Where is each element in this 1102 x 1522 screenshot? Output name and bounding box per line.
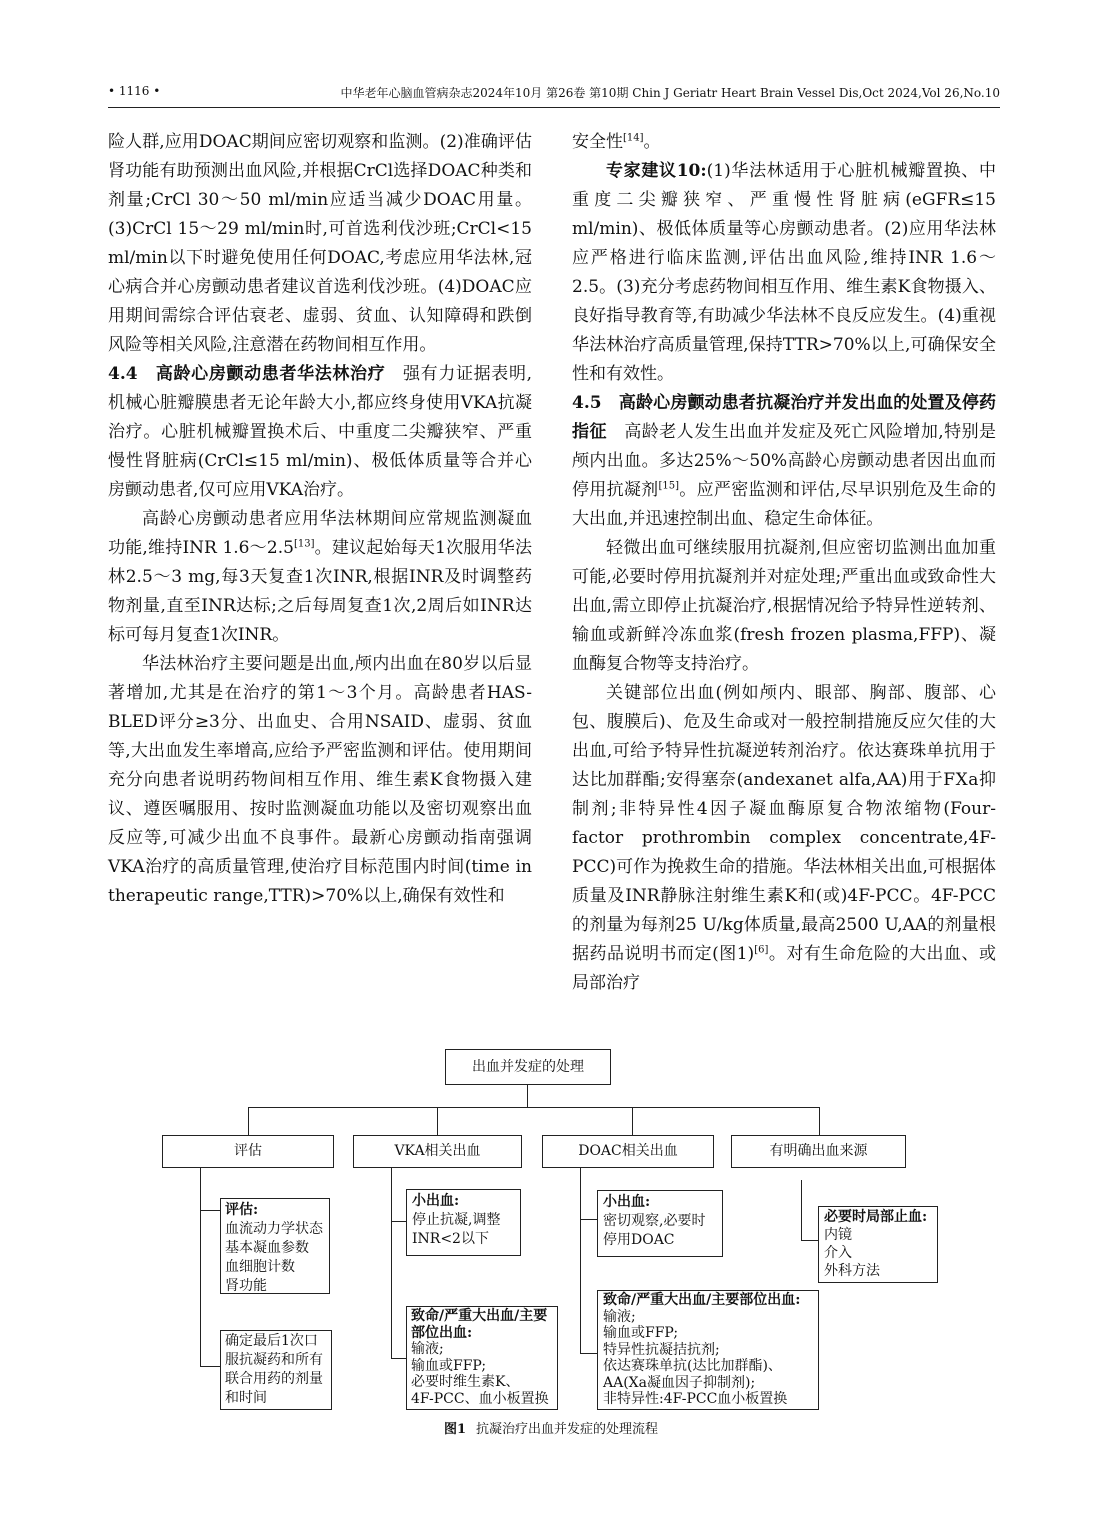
node-item: 输液; xyxy=(603,1308,636,1325)
node-doac-minor xyxy=(597,1190,723,1257)
node-vka-minor xyxy=(406,1189,521,1256)
recommendation-text: (1)华法林适用于心脏机械瓣置换、中重度二尖瓣狭窄、严重慢性肾脏病(eGFR≤15 ml/min)、极低体质量等心房颤动患者。(2)应用华法林应严格进行临床监测,评估出血风险,维持INR 1.6～2.5。(3)充分考虑药物间相互作用、维生素K食物摄入、良好指导教育等,有助减少华法林不良反应发生。(4)重视华法林治疗高质量管理,保持TTR>70%以上,可确保安全性和有效性。 xyxy=(572,161,996,384)
connector-line xyxy=(632,1107,633,1135)
node-item: AA(Ⅹa凝血因子抑制剂); xyxy=(603,1374,756,1391)
recommendation-title: 专家建议10: xyxy=(606,161,707,181)
node-item: 基本凝血参数 xyxy=(225,1240,309,1256)
node-item: 肾功能 xyxy=(225,1278,267,1294)
connector-line xyxy=(248,1107,249,1135)
connector-line xyxy=(801,1240,818,1241)
text: 。对有生命危险的大出血、或局部治疗 xyxy=(572,944,996,993)
node-vka-bleeding xyxy=(353,1135,522,1168)
node-item: 联合用药的剂量 xyxy=(225,1371,323,1387)
connector-line xyxy=(801,1180,802,1240)
node-doac-bleeding xyxy=(542,1135,714,1168)
node-item: 依达赛珠单抗(达比加群酯)、 xyxy=(603,1358,782,1374)
connector-line xyxy=(391,1168,392,1358)
caption-text: 抗凝治疗出血并发症的处理流程 xyxy=(476,1422,659,1437)
node-heading: 必要时局部止血: xyxy=(824,1209,928,1225)
paragraph: 险人群,应用DOAC期间应密切观察和监测。(2)准确评估肾功能有助预测出血风险,并根据CrCl选择DOAC种类和剂量;CrCl 30～50 ml/min应适当减少DOAC用量。(3)CrCl 15～29 ml/min时,可首选利伐沙班;CrCl<15 ml/min以下时避免使用任何DOAC,考虑应用华法林,冠心病合并心房颤动患者建议首选利伐沙班。(4)DOAC应用期间需综合评估衰老、虚弱、贫血、认知障碍和跌倒风险等相关风险,注意潜在药物间相互作用。 xyxy=(108,132,532,355)
connector-line xyxy=(580,1168,581,1353)
text: 安全性 xyxy=(572,132,623,152)
connector-line xyxy=(391,1221,406,1222)
node-label: 有明确出血来源 xyxy=(769,1143,868,1159)
node-label: DOAC相关出血 xyxy=(578,1143,678,1159)
text: 。 xyxy=(643,132,661,152)
connector-line xyxy=(248,1107,820,1108)
text: 。应严密监测和评估,尽早识别危及生命的大出血,并迅速控制出血、稳定生命体征。 xyxy=(572,480,997,529)
connector-line xyxy=(200,1210,220,1211)
node-last-dose xyxy=(220,1330,332,1410)
node-heading: 致命/严重大出血/主要部位出血: xyxy=(603,1292,801,1308)
flowchart-root xyxy=(445,1049,611,1085)
connector-line xyxy=(200,1366,220,1367)
text: 关键部位出血(例如颅内、眼部、胸部、腹部、心包、腹膜后)、危及生命或对一般控制措施反应欠佳的大出血,可给予特异性抗凝逆转剂治疗。依达赛珠单抗用于达比加群酯;安得塞奈(andexanet alfa,AA)用于FⅩa抑制剂;非特异性4因子凝血酶原复合物浓缩物(Four-factor prothrombin complex concentrate,4F-PCC)可作为挽救生命的措施。华法林相关出血,可根据体质量及INR静脉注射维生素K和(或)4F-PCC。4F-PCC的剂量为每剂25 U/kg体质量,最高2500 U,AA的剂量根据药品说明书而定(图1) xyxy=(572,683,996,964)
node-item: 4F-PCC、血小板置换 xyxy=(411,1390,549,1407)
text: 高龄老人发生出血并发症及死亡风险增加,特别是颅内出血。多达25%～50%高龄心房颤动患者因出血而停用抗凝剂 xyxy=(572,422,997,500)
citation: [15] xyxy=(658,480,680,492)
node-item: INR<2以下 xyxy=(412,1231,489,1247)
page-number: • 1116 • xyxy=(108,84,161,98)
section-4-5 xyxy=(572,389,996,534)
section-title: 4.4 高龄心房颤动患者华法林治疗 xyxy=(108,364,386,384)
node-known-source xyxy=(731,1135,906,1168)
node-item: 外科方法 xyxy=(824,1263,880,1279)
node-label: VKA相关出血 xyxy=(394,1143,481,1159)
section-4-4 xyxy=(108,360,532,505)
node-local-hemostasis xyxy=(818,1206,938,1283)
node-item: 服抗凝药和所有 xyxy=(225,1352,323,1368)
node-item: 输血或FFP; xyxy=(603,1325,679,1341)
node-heading: 致命/严重大出血/主要 xyxy=(411,1308,548,1324)
node-item: 介入 xyxy=(824,1245,852,1261)
node-item: 血流动力学状态 xyxy=(225,1221,323,1237)
citation: [13] xyxy=(293,538,315,550)
node-item: 血细胞计数 xyxy=(225,1259,295,1275)
citation: [6] xyxy=(754,944,769,956)
node-item: 输血或FFP; xyxy=(411,1357,487,1374)
node-heading: 评估: xyxy=(225,1202,259,1218)
connector-line xyxy=(200,1168,201,1366)
section-title: 4.5 高龄心房颤动患者抗凝治疗并发出血的处置及停药指征 xyxy=(572,393,996,442)
node-heading: 部位出血: xyxy=(411,1324,473,1341)
connector-line xyxy=(580,1219,597,1220)
node-evaluation-detail xyxy=(220,1198,330,1294)
node-evaluation xyxy=(162,1135,334,1168)
paragraph: 轻微出血可继续服用抗凝剂,但应密切监测出血加重可能,必要时停用抗凝剂并对症处理;严重出血或致命性大出血,需立即停止抗凝治疗,根据情况给予特异性逆转剂、输血或新鲜冷冻血浆(fresh frozen plasma,FFP)、凝血酶复合物等支持治疗。 xyxy=(572,538,996,674)
node-label: 出血并发症的处理 xyxy=(472,1058,584,1075)
node-item: 特异性抗凝拮抗剂; xyxy=(603,1341,720,1358)
section-text: 强有力证据表明,机械心脏瓣膜患者无论年龄大小,都应终身使用VKA抗凝治疗。心脏机械瓣置换术后、中重度二尖瓣狭窄、严重慢性肾脏病(CrCl≤15 ml/min)、极低体质量等合并心房颤动患者,仅可应用VKA治疗。 xyxy=(108,364,533,500)
connector-line xyxy=(391,1358,406,1359)
connector-line xyxy=(527,1085,528,1107)
right-column xyxy=(572,128,996,998)
page-header xyxy=(108,84,1000,108)
node-item: 和时间 xyxy=(225,1390,267,1406)
node-label: 评估 xyxy=(234,1143,262,1159)
node-item: 确定最后1次口 xyxy=(225,1333,318,1349)
paragraph xyxy=(108,505,532,650)
node-item: 输液; xyxy=(411,1341,444,1357)
node-item: 停止抗凝,调整 xyxy=(412,1212,501,1228)
text: 高龄心房颤动患者应用华法林期间应常规监测凝血功能,维持INR 1.6～2.5 xyxy=(108,509,532,558)
connector-line xyxy=(819,1107,820,1135)
citation: [14] xyxy=(623,132,644,144)
paragraph xyxy=(572,128,996,157)
node-item: 密切观察,必要时 xyxy=(603,1213,706,1229)
expert-recommendation xyxy=(572,157,996,389)
node-item: 非特异性:4F-PCC血小板置换 xyxy=(603,1391,788,1407)
connector-line xyxy=(580,1353,597,1354)
caption-label: 图1 xyxy=(443,1422,467,1437)
node-heading: 小出血: xyxy=(412,1193,460,1209)
paragraph: 华法林治疗主要问题是出血,颅内出血在80岁以后显著增加,尤其是在治疗的第1～3个月。高龄患者HAS-BLED评分≥3分、出血史、合用NSAID、虚弱、贫血等,大出血发生率增高,应给予严密监测和评估。使用期间充分向患者说明药物间相互作用、维生素K食物摄入建议、遵医嘱服用、按时监测凝血功能以及密切观察出血反应等,可减少出血不良事件。最新心房颤动指南强调VKA治疗的高质量管理,使治疗目标范围内时间(time in therapeutic range,TTR)>70%以上,确保有效性和 xyxy=(108,654,532,906)
node-doac-major xyxy=(597,1290,819,1410)
node-item: 内镜 xyxy=(824,1227,852,1243)
paragraph xyxy=(572,679,996,998)
left-column xyxy=(108,128,532,911)
connector-line xyxy=(437,1107,438,1135)
node-item: 停用DOAC xyxy=(603,1232,675,1248)
journal-info: 中华老年心脑血管病杂志2024年10月 第26卷 第10期 Chin J Geriatr Heart Brain Vessel Dis,Oct 2024,Vol 26,No.10 xyxy=(340,86,1000,100)
text: 。建议起始每天1次服用华法林2.5～3 mg,每3天复查1次INR,根据INR及时调整药物剂量,直至INR达标;之后每周复查1次,2周后如INR达标可每月复查1次INR。 xyxy=(108,538,532,645)
node-item: 必要时维生素K、 xyxy=(411,1374,520,1390)
node-vka-major xyxy=(406,1306,558,1410)
figure-caption xyxy=(0,1418,1102,1437)
node-heading: 小出血: xyxy=(603,1194,651,1210)
